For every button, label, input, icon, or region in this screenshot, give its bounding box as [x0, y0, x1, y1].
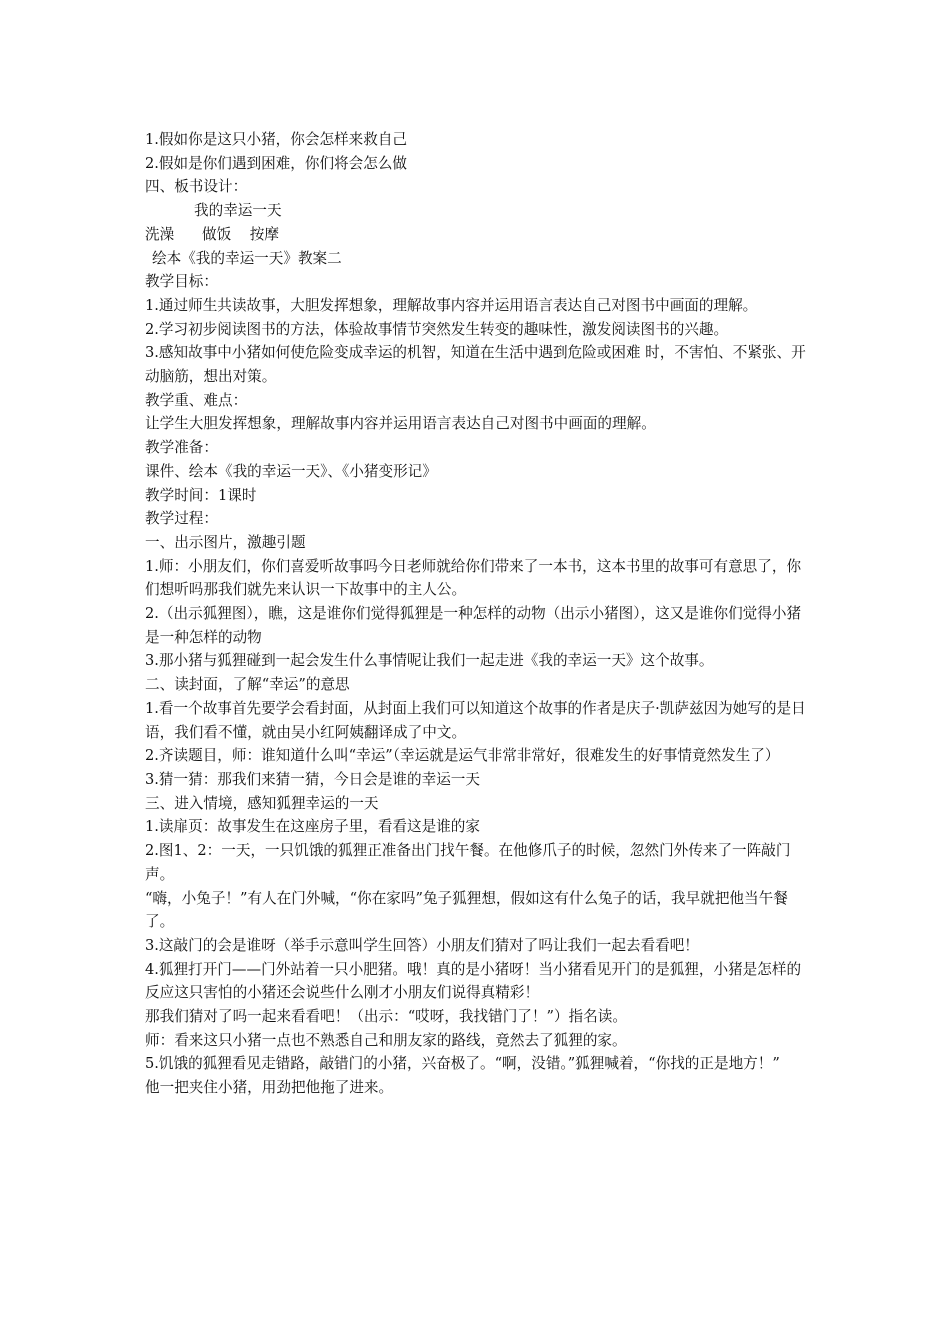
- process-step-1-heading: 一、出示图片，激趣引题: [145, 533, 306, 551]
- story-quote-2: 那我们猜对了吗一起来看看吧！（出示：“哎呀，我找错门了！”）指名读。: [145, 1008, 627, 1026]
- process-step-3-item-2: 2.图1、2：一天，一只饥饿的狐狸正准备出门找午餐。在他修爪子的时候，忽然门外传来了一阵敲门声。: [145, 842, 791, 883]
- story-ending-line: 他一把夹住小猪，用劲把他拖了进来。: [145, 1079, 394, 1097]
- goal-3: 3.感知故事中小猪如何使危险变成幸运的机智，知道在生活中遇到危险或困难 时，不害怕、不紧张、开动脑筋，想出对策。: [145, 344, 806, 386]
- question-2: 2.假如是你们遇到困难，你们将会怎么做: [145, 154, 408, 172]
- process-step-2-item-3: 3.猜一猜：那我们来猜一猜，今日会是谁的幸运一天: [145, 770, 480, 788]
- key-points-text: 让学生大胆发挥想象，理解故事内容并运用语言表达自己对图书中画面的理解。: [145, 415, 656, 433]
- board-title: 我的幸运一天: [194, 202, 282, 220]
- document-body: [145, 128, 815, 1100]
- process-step-2-heading: 二、读封面，了解“幸运”的意思: [145, 676, 350, 694]
- board-keywords: 洗澡 做饭 按摩: [145, 225, 279, 243]
- process-step-3-item-1: 1.读扉页：故事发生在这座房子里，看看这是谁的家: [145, 818, 480, 836]
- preparation-text: 课件、绘本《我的幸运一天》、《小猪变形记》: [145, 462, 437, 480]
- heading-teaching-process: 教学过程：: [145, 510, 218, 528]
- process-step-2-item-2: 2.齐读题目，师：谁知道什么叫“幸运”（幸运就是运气非常非常好，很难发生的好事情竟然发生了）: [145, 747, 780, 765]
- heading-key-points: 教学重、难点：: [145, 391, 248, 409]
- process-step-3-item-5: 5.饥饿的狐狸看见走错路，敲错门的小猪，兴奋极了。“啊，没错。”狐狸喊着，“你找的正是地方！”: [145, 1055, 780, 1073]
- process-step-1-item-3: 3.那小猪与狐狸碰到一起会发生什么事情呢让我们一起走进《我的幸运一天》这个故事。: [145, 652, 714, 670]
- teacher-remark: 师：看来这只小猪一点也不熟悉自己和朋友家的路线，竟然去了狐狸的家。: [145, 1031, 627, 1049]
- story-quote-1: “嗨，小兔子！”有人在门外喊，“你在家吗”兔子狐狸想，假如这有什么兔子的话，我早就把他当午餐了。: [145, 889, 788, 931]
- lesson-plan-title: 绘本《我的幸运一天》教案二: [152, 249, 342, 267]
- process-step-3-heading: 三、进入情境，感知狐狸幸运的一天: [145, 794, 379, 812]
- goal-2: 2.学习初步阅读图书的方法，体验故事情节突然发生转变的趣味性，激发阅读图书的兴趣。: [145, 320, 729, 338]
- process-step-2-item-1: 1.看一个故事首先要学会看封面，从封面上我们可以知道这个故事的作者是庆子·凯萨兹因为她写的是日语，我们看不懂，就由吴小红阿姨翻译成了中文。: [145, 699, 806, 741]
- goal-1: 1.通过师生共读故事，大胆发挥想象，理解故事内容并运用语言表达自己对图书中画面的理解。: [145, 296, 758, 314]
- heading-teaching-goals: 教学目标：: [145, 273, 218, 291]
- process-step-1-item-1: 1.师：小朋友们，你们喜爱听故事吗今日老师就给你们带来了一本书，这本书里的故事可有意思了，你们想听吗那我们就先来认识一下故事中的主人公。: [145, 557, 802, 599]
- question-1: 1.假如你是这只小猪，你会怎样来救自己: [145, 131, 408, 148]
- process-step-1-item-2: 2.（出示狐狸图），瞧，这是谁你们觉得狐狸是一种怎样的动物（出示小猪图），这又是谁你们觉得小猪是一种怎样的动物: [145, 605, 802, 646]
- process-step-3-item-4: 4.狐狸打开门——门外站着一只小肥猪。哦！真的是小猪呀！当小猪看见开门的是狐狸，小猪是怎样的反应这只害怕的小猪还会说些什么刚才小朋友们说得真精彩！: [145, 960, 802, 1002]
- teaching-time: 教学时间：1课时: [145, 486, 257, 504]
- section-heading-board-design: 四、板书设计：: [145, 178, 248, 196]
- heading-preparation: 教学准备：: [145, 439, 218, 457]
- process-step-3-item-3: 3.这敲门的会是谁呀（举手示意叫学生回答）小朋友们猜对了吗让我们一起去看看吧！: [145, 936, 699, 954]
